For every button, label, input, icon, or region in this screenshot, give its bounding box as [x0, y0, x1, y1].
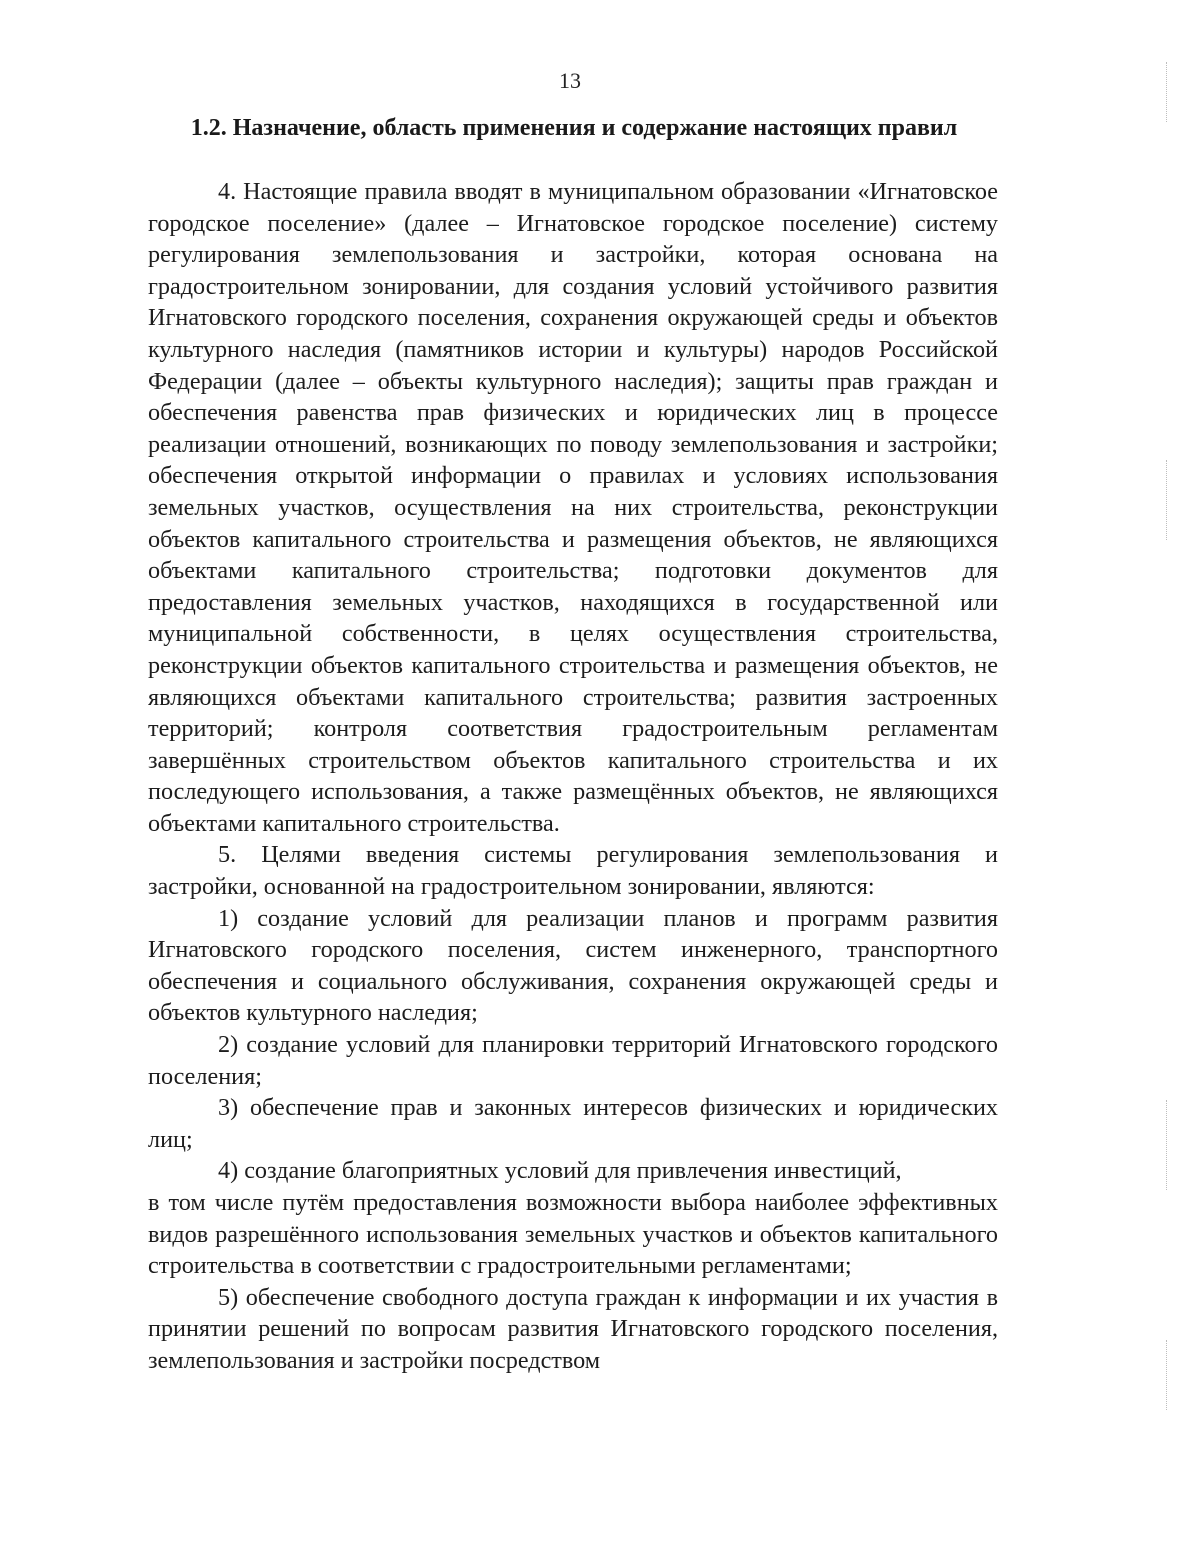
scan-edge-mark [1166, 62, 1168, 122]
list-item-4-continuation: в том числе путём предоставления возможности выбора наиболее эффективных видов разрешённого использования земельных участков и объектов капитального строительства в соответствии с градостроительными регламентами; [148, 1189, 998, 1280]
scan-edge-mark [1166, 460, 1168, 540]
section-heading: 1.2. Назначение, область применения и содержание настоящих правил [190, 115, 958, 141]
scan-edge-mark [1166, 1340, 1168, 1410]
paragraph-5: 5. Целями введения системы регулирования землепользования и застройки, основанной на градостроительном зонировании, являются: [148, 841, 998, 901]
list-item-5: 5) обеспечение свободного доступа граждан к информации и их участия в принятии решений по вопросам развития Игнатовского городского поселения, землепользования и застройки посредством [148, 1283, 998, 1374]
page-number: 13 [559, 68, 581, 93]
scan-edge-mark [1166, 1100, 1168, 1190]
paragraph-4: 4. Настоящие правила вводят в муниципальном образовании «Игнатовское городское поселение» (далее – Игнатовское городское поселение) систему регулирования землепользования и застройки, которая основана на градостроительном зонировании, для создания условий устойчивого развития Игнатовского городского поселения, сохранения окружающей среды и объектов культурного наследия (памятников истории и культуры) народов Российской Федерации (далее – объекты культурного наследия); защиты прав граждан и обеспечения равенства прав физических и юридических лиц в процессе реализации отношений, возникающих по поводу землепользования и застройки; обеспечения открытой информации о правилах и условиях использования земельных участков, осуществления на них строительства, реконструкции объектов капитального строительства и размещения объектов, не являющихся объектами капитального строительства; подготовки документов для предоставления земельных участков, находящихся в государственной или муниципальной собственности, в целях осуществления строительства, реконструкции объектов капитального строительства и размещения объектов, не являющихся объектами капитального строительства; развития застроенных территорий; контроля соответствия градостроительным регламентам завершённых строительством объектов капитального строительства и их последующего использования, а также размещённых объектов, не являющихся объектами капитального строительства. [148, 178, 998, 837]
document-body [148, 176, 998, 1377]
list-item-4: 4) создание благоприятных условий для привлечения инвестиций, [218, 1157, 902, 1185]
list-item-3: 3) обеспечение прав и законных интересов физических и юридических лиц; [148, 1094, 998, 1153]
list-item-1: 1) создание условий для реализации планов и программ развития Игнатовского городского поселения, систем инженерного, транспортного обеспечения и социального обслуживания, сохранения окружающей среды и объектов культурного наследия; [148, 904, 998, 1027]
list-item-2: 2) создание условий для планировки территорий Игнатовского городского поселения; [148, 1031, 998, 1090]
